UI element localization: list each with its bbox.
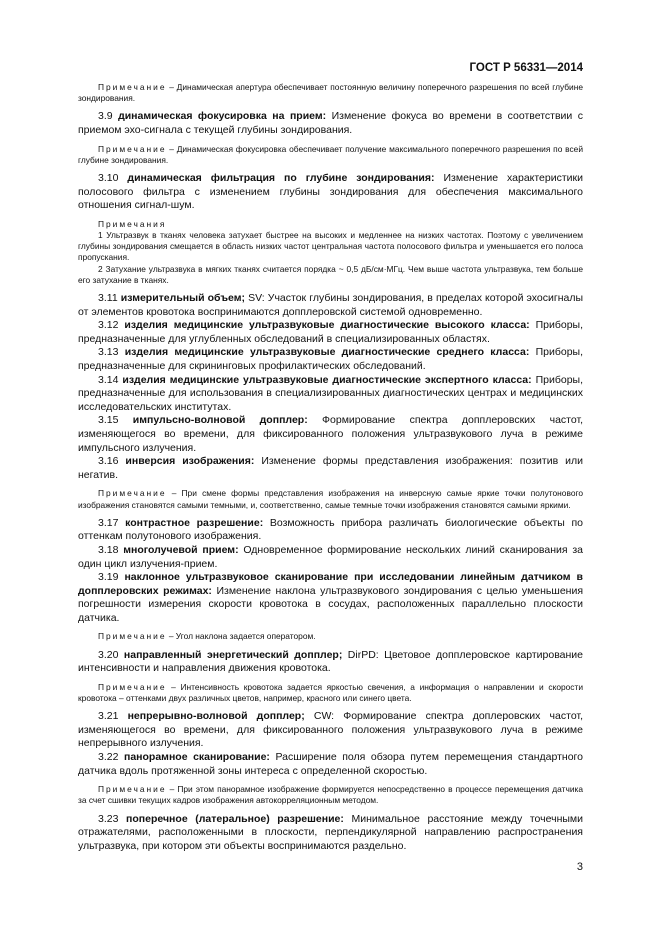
standard-number: ГОСТ Р 56331—2014 (469, 62, 583, 74)
note-text: – При смене формы представления изображения на инверсную самые яркие точки полутонового изображения становятся самыми темными, и, соответственно, самые темные точки изображения становятся самыми яркими. (78, 488, 584, 510)
clause-number: 3.18 (98, 543, 119, 556)
term-name: измерительный объем; (120, 292, 246, 304)
page-number: 3 (576, 861, 583, 873)
note-label: Примечание (98, 488, 167, 499)
term-definition: DirPD: Цветовое допплеровское картирование интенсивности и направления движения кровотока. (78, 648, 584, 675)
term-paragraph-3-15 (78, 414, 583, 455)
term-definition: Изменение характеристики полосового фильтра с изменением глубины зондирования для обеспечения максимального отношения сигнал-шум. (78, 172, 583, 212)
term-paragraph-3-19 (78, 571, 583, 625)
term-name: контрастное разрешение: (125, 516, 264, 529)
clause-number: 3.14 (98, 373, 119, 386)
term-name: изделия медицинские ультразвуковые диагностические среднего класса: (124, 346, 530, 359)
note-item-1: 1 Ультразвук в тканях человека затухает быстрее на высоких и медленнее на низких частотах. Поэтому с увеличением глубины зондирования смещается в область низких частот центральная частота полосового фильтра и уменьшается его полоса пропускания. (78, 229, 583, 263)
clause-number: 3.12 (98, 319, 119, 332)
term-definition: Формирование спектра допплеровских частот, изменяющегося во времени, для фиксированного положения ультразвукового луча в режиме импульсного излучения. (78, 414, 584, 454)
term-paragraph-3-14 (78, 374, 583, 415)
term-paragraph-3-9 (78, 110, 583, 137)
term-name: динамическая фокусировка на прием: (118, 110, 327, 123)
term-definition: Возможность прибора различать биологические объекты по оттенкам полутонового изображения. (78, 516, 584, 543)
term-paragraph-3-20 (78, 649, 583, 676)
term-paragraph-3-21 (78, 710, 583, 751)
term-name: поперечное (латеральное) разрешение: (126, 812, 344, 825)
note-paragraph (78, 82, 583, 104)
note-label: Примечание (98, 631, 167, 642)
term-name: направленный энергетический допплер; (123, 648, 343, 661)
term-definition: Приборы, предназначенные для использования в специализированных диагностических центрах и медицинских исследовательских институтах. (78, 373, 584, 413)
clause-number: 3.19 (98, 571, 119, 584)
term-definition: Приборы, предназначенные для скрининговых профилактических обследований. (78, 346, 584, 372)
note-text: – Динамическая фокусировка обеспечивает получение максимального поперечного разрешения по всей глубине зондирования. (78, 143, 584, 165)
note-paragraph (78, 784, 583, 806)
term-name: инверсия изображения: (125, 455, 255, 468)
note-label: Примечание (98, 143, 167, 154)
note-label: Примечание (98, 82, 167, 92)
note-text: – Интенсивность кровотока задается яркостью свечения, а информация о направлении и скорости кровотока – оттенками двух различных цветов, например, красного или синего цвета. (78, 681, 584, 704)
term-paragraph-3-13 (78, 346, 583, 373)
term-name: непрерывно-волновой допплер; (127, 710, 305, 723)
note-paragraph (78, 631, 583, 642)
clause-number: 3.9 (98, 110, 113, 123)
term-name: динамическая фильтрация по глубине зондирования: (127, 172, 435, 184)
clause-number: 3.13 (98, 346, 119, 359)
note-paragraph (78, 682, 583, 704)
clause-number: 3.22 (98, 751, 119, 764)
clause-number: 3.21 (98, 710, 119, 723)
note-label: Примечание (98, 681, 167, 692)
clause-number: 3.15 (98, 414, 119, 427)
term-definition: Минимальное расстояние между точечными отражателями, расположенными в плоскости, перпендикулярной направлению распространения ультразвука, при котором эти объекты воспринимаются раздельно. (78, 812, 584, 852)
clause-number: 3.17 (98, 516, 119, 529)
note-paragraph (78, 144, 583, 166)
term-name: импульсно-волновой допплер: (132, 414, 308, 427)
note-paragraph (78, 488, 583, 510)
term-paragraph-3-18 (78, 544, 583, 571)
term-paragraph-3-22 (78, 751, 583, 778)
term-name: наклонное ультразвуковое сканирование при исследовании линейным датчиком в допплеровских режимах: (78, 571, 583, 597)
term-paragraph-3-12 (78, 319, 583, 346)
term-paragraph-3-16 (78, 455, 583, 482)
term-definition: Приборы, предназначенные для углубленных обследований в специализированных областях. (78, 319, 584, 345)
term-definition: SV: Участок глубины зондирования, в пределах которой эхосигналы от элементов кровотока воспринимаются допплеровской системой одновременно. (78, 292, 584, 318)
clause-number: 3.16 (98, 455, 119, 468)
clause-number: 3.23 (98, 812, 119, 825)
note-item-2: 2 Затухание ультразвука в мягких тканях считается порядка ~ 0,5 дБ/см·МГц. Чем выше частота ультразвука, тем больше его затухание в тканях. (78, 263, 583, 285)
term-definition: CW: Формирование спектра доплеровских частот, изменяющегося во времени, для фиксированного положения ультразвукового луча в режиме непрерывного излучения. (78, 710, 583, 750)
term-name: изделия медицинские ультразвуковые диагностические высокого класса: (124, 319, 530, 332)
term-name: изделия медицинские ультразвуковые диагностические экспертного класса: (122, 373, 532, 386)
notes-heading: Примечания (98, 218, 167, 229)
note-text: – Угол наклона задается оператором. (168, 631, 316, 642)
term-definition: Изменение наклона ультразвукового зондирования с целью уменьшения погрешности измерения скорости кровотока в сосудах, расположенных параллельно плоскости датчика. (78, 584, 584, 624)
term-paragraph-3-23 (78, 813, 583, 854)
note-text: – Динамическая апертура обеспечивает постоянную величину поперечного разрешения по всей глубине зондирования. (78, 82, 583, 104)
term-definition: Одновременное формирование нескольких линий сканирования за один цикл излучения-прием. (78, 543, 583, 570)
term-paragraph-3-17 (78, 517, 583, 544)
term-name: многолучевой прием: (123, 543, 239, 556)
clause-number: 3.20 (98, 648, 119, 661)
term-definition: Изменение формы представления изображения: позитив или негатив. (78, 455, 583, 481)
clause-number: 3.11 (98, 292, 118, 304)
term-definition: Расширение поля обзора путем перемещения стандартного датчика вдоль протяженной зоны интереса с определенной скоростью. (78, 751, 584, 777)
clause-number: 3.10 (98, 172, 119, 184)
term-paragraph-3-10 (78, 172, 583, 213)
term-name: панорамное сканирование: (123, 751, 270, 764)
term-paragraph-3-11 (78, 292, 583, 319)
document-body (78, 82, 583, 853)
term-definition: Изменение фокуса во времени в соответствии с приемом эхо-сигнала с текущей глубины зондирования. (78, 110, 583, 136)
note-text: – При этом панорамное изображение формируется непосредственно в процессе перемещения датчика за счет сшивки текущих кадров изображения автокорреляционным методом. (78, 784, 584, 806)
note-label: Примечание (98, 784, 167, 795)
